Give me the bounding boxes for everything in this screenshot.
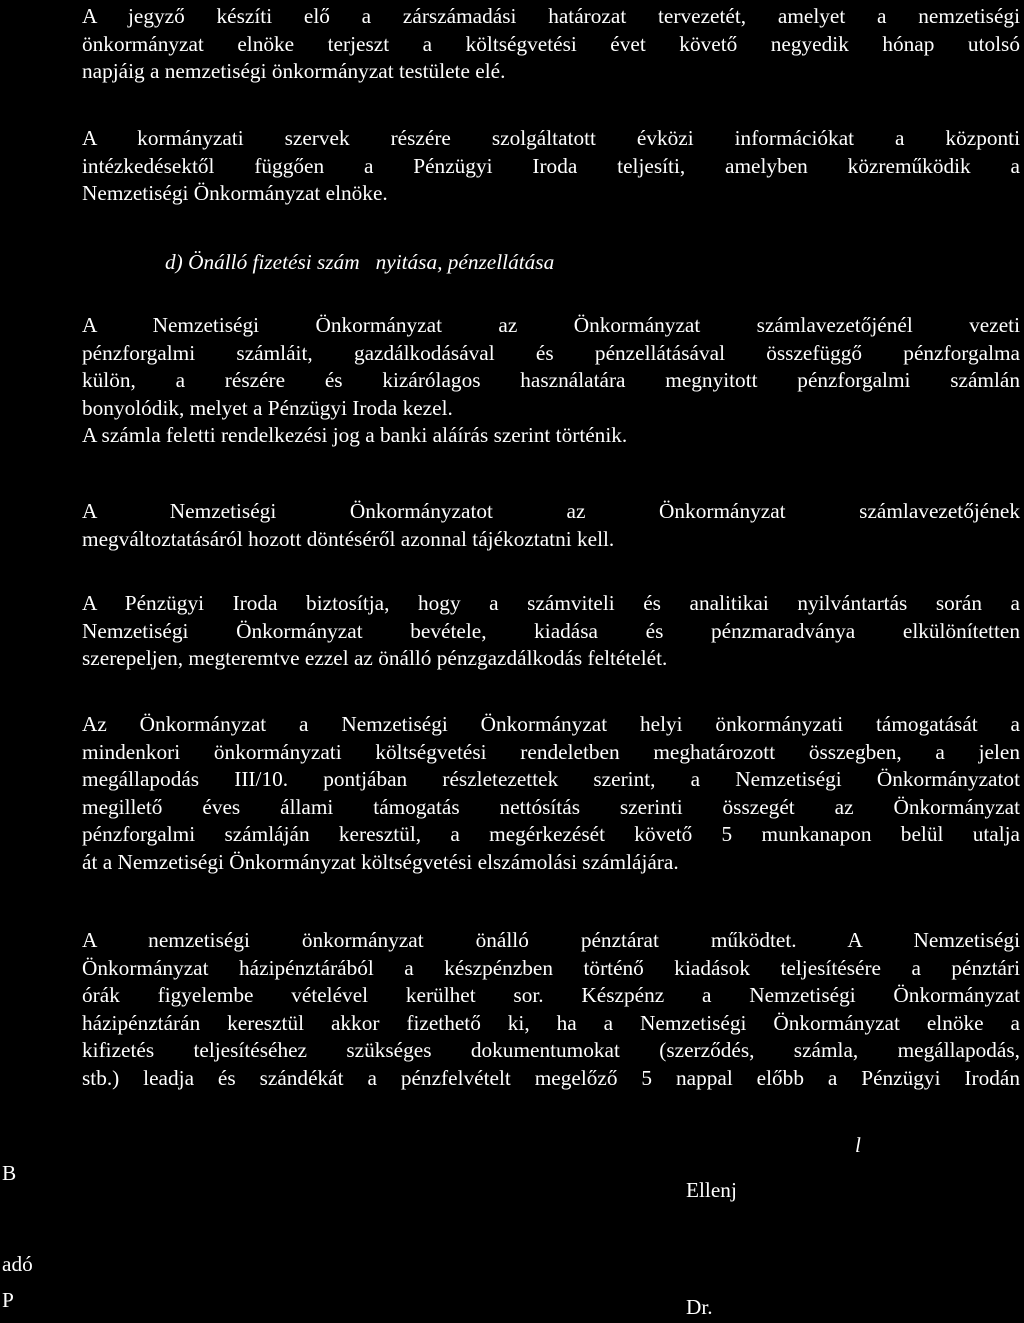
text-line: pénzforgalmi számláit, gazdálkodásával és pénzellátásával összefüggő pénzforgalma: [82, 340, 1020, 365]
fragment-right-dr: Dr.: [686, 1295, 713, 1319]
fragment-right-ellenj: Ellenj: [686, 1178, 737, 1202]
text-line: A Pénzügyi Iroda biztosítja, hogy a számviteli és analitikai nyilvántartás során a: [82, 591, 1020, 615]
fragment-right-mark: l: [855, 1133, 861, 1157]
text-line: kifizetés teljesítéséhez szükséges dokumentumokat (szerződés, számla, megállapodás,: [82, 1038, 1020, 1062]
text-line: önkormányzat elnöke terjeszt a költségvetési évet követő negyedik hónap utolsó: [82, 31, 1020, 56]
text-line: stb.) leadja és szándékát a pénzfelvételt megelőző 5 nappal előbb a Pénzügyi Irodán: [82, 1065, 1020, 1090]
text-line: A Nemzetiségi Önkormányzatot az Önkormányzat számlavezetőjének: [82, 499, 1020, 523]
text-line: megillető éves állami támogatás nettósítás szerinti összegét az Önkormányzat: [82, 794, 1020, 819]
paragraph-4: [82, 498, 1020, 553]
text-line: megváltoztatásáról hozott döntéséről azonnal tájékoztatni kell.: [82, 526, 615, 551]
paragraph-6: [82, 711, 1020, 876]
section-heading: d) Önálló fizetési szám nyitása, pénzellátása: [165, 250, 555, 274]
text-line: intézkedésektől függően a Pénzügyi Iroda teljesíti, amelyben közreműködik a: [82, 153, 1020, 178]
text-line: pénzforgalmi számláján keresztül, a megérkezését követő 5 munkanapon belül utalja: [82, 822, 1020, 846]
paragraph-7: [82, 927, 1020, 1092]
fragment-left-ado: adó: [2, 1252, 33, 1276]
paragraph-5: [82, 590, 1020, 673]
text-line: megállapodás III/10. pontjában részletezettek szerint, a Nemzetiségi Önkormányzatot: [82, 767, 1020, 791]
text-line: Nemzetiségi Önkormányzat bevétele, kiadása és pénzmaradványa elkülönítetten: [82, 618, 1020, 643]
text-line: A Nemzetiségi Önkormányzat az Önkormányzat számlavezetőjénél vezeti: [82, 313, 1020, 337]
paragraph-2: [82, 125, 1020, 208]
text-line: A nemzetiségi önkormányzat önálló pénztárat működtet. A Nemzetiségi: [82, 928, 1020, 952]
text-line: Az Önkormányzat a Nemzetiségi Önkormányzat helyi önkormányzati támogatását a: [82, 712, 1020, 736]
text-line: szerepeljen, megteremtve ezzel az önálló pénzgazdálkodás feltételét.: [82, 646, 668, 670]
text-line: külön, a részére és kizárólagos használatára megnyitott pénzforgalmi számlán: [82, 368, 1020, 392]
text-line: házipénztárán keresztül akkor fizethető ki, ha a Nemzetiségi Önkormányzat elnöke a: [82, 1010, 1020, 1035]
text-line: Nemzetiségi Önkormányzat elnöke.: [82, 181, 388, 205]
fragment-left-b: B: [2, 1161, 17, 1185]
text-line: A számla feletti rendelkezési jog a banki aláírás szerint történik.: [82, 423, 628, 447]
text-line: A kormányzati szervek részére szolgáltatott évközi információkat a központi: [82, 126, 1020, 150]
text-line: A jegyző készíti elő a zárszámadási határozat tervezetét, amelyet a nemzetiségi: [82, 4, 1020, 28]
text-line: át a Nemzetiségi Önkormányzat költségvetési elszámolási számlájára.: [82, 849, 679, 874]
paragraph-3: [82, 312, 1020, 450]
text-line: órák figyelembe vételével kerülhet sor. Készpénz a Nemzetiségi Önkormányzat: [82, 983, 1020, 1007]
paragraph-1: [82, 3, 1020, 86]
text-line: napjáig a nemzetiségi önkormányzat testülete elé.: [82, 59, 506, 83]
text-line: bonyolódik, melyet a Pénzügyi Iroda kezel.: [82, 395, 453, 420]
fragment-left-p: P: [2, 1288, 14, 1312]
text-line: Önkormányzat házipénztárából a készpénzben történő kiadások teljesítésére a pénztári: [82, 955, 1020, 980]
text-line: mindenkori önkormányzati költségvetési rendeletben meghatározott összegben, a jelen: [82, 739, 1020, 764]
